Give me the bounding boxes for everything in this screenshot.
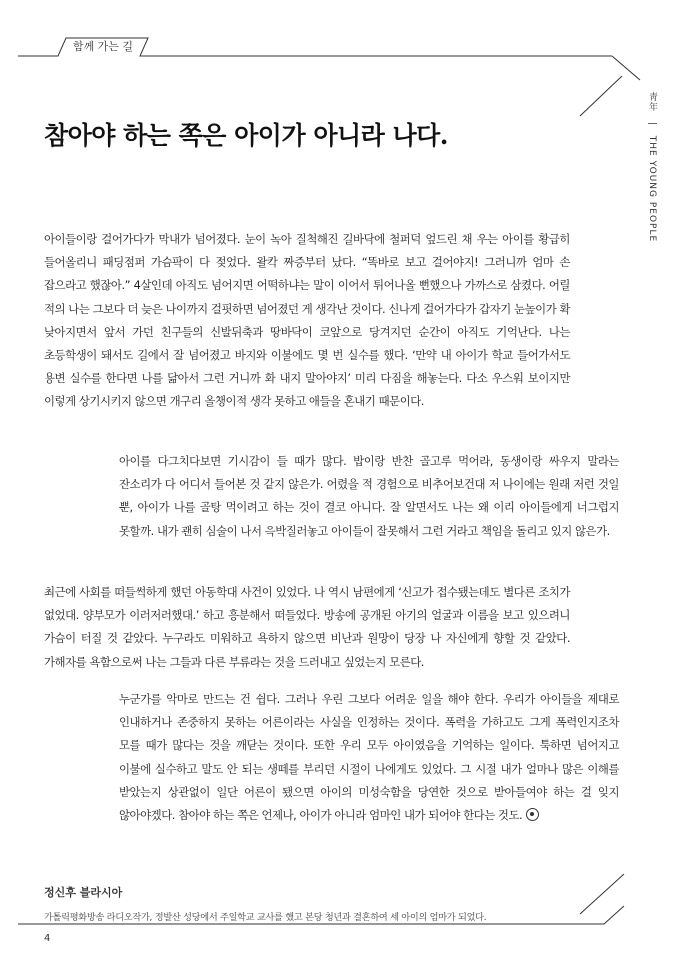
- article-paragraph-1: 아이들이랑 걸어가다가 막내가 넘어졌다. 눈이 녹아 질척해진 길바닥에 철퍼덕 엎드린 채 우는 아이를 황급히 들어올리니 패딩점퍼 가슴팍이 다 젖었다. 왈칵 짜증부터 났다. “똑바로 보고 걸어야지! 그러니까 엄마 손 잡으라고 했잖아.” 4살인데 아직도 넘어지면 어떡하냐는 말이 이어서 튀어나올 뻔했으나 가까스로 삼켰다. 어릴 적의 나는 그보다 더 늦은 나이까지 걸핏하면 넘어졌던 게 생각난 것이다. 신나게 걸어가다가 갑자기 눈높이가 확 낮아지면서 앞서 가던 친구들의 신발뒤축과 땅바닥이 코앞으로 당겨지던 순간이 아직도 기억난다. 나는 초등학생이 돼서도 길에서 잘 넘어졌고 바지와 이불에도 몇 번 실수를 했다. ‘만약 내 아이가 학교 들어가서도 용변 실수를 한다면 나를 닮아서 그런 거니까 화 내지 말아야지’ 미리 다짐을 해놓는다. 다소 우스워 보이지만 이렇게 상기시키지 않으면 개구리 올챙이적 생각 못하고 애들을 혼내기 때문이다.: [44, 232, 570, 409]
- section-tab-label: 함께 가는 길: [72, 40, 134, 53]
- article-paragraph-3: 최근에 사회를 떠들썩하게 했던 아동학대 사건이 있었다. 나 역시 남편에게 ‘신고가 접수됐는데도 별다른 조치가 없었대. 양부모가 이러저러했대.’ 하고 흥분해서 떠들었다. 방송에 공개된 아기의 얼굴과 이름을 보고 있으려니 가슴이 터질 것 같았다. 누구라도 미워하고 욕하지 않으면 비난과 원망이 당장 나 자신에게 향할 것 같았다. 가해자를 욕함으로써 나는 그들과 다른 부류라는 것을 드러내고 싶었는지 모른다.: [44, 585, 570, 669]
- article-paragraph-4: [119, 688, 619, 827]
- article-paragraph-4-text: 누군가를 악마로 만드는 건 쉽다. 그러나 우린 그보다 어려운 일을 해야 한다. 우리가 아이들을 제대로 인내하거나 존중하지 못하는 어른이라는 사실을 인정하는 것이다. 폭력을 가하고도 그게 폭력인지조차 모를 때가 많다는 것을 깨닫는 것이다. 또한 우리 모두 아이였음을 기억하는 일이다. 툭하면 넘어지고 이불에 실수하고 말도 안 되는 생떼를 부리던 시절이 나에게도 있었다. 그 시절 내가 얼마나 많은 이해를 받았는지 상관없이 일단 어른이 됐으면 아이의 미성숙함을 당연한 것으로 받아들여야 하는 걸 잊지 않아야겠다. 참아야 하는 쪽은 언제나, 아이가 아니라 엄마인 내가 되어야 한다는 것도.: [119, 692, 619, 823]
- author-bio: 가톨릭평화방송 라디오작가, 정발산 성당에서 주일학교 교사를 했고 본당 청년과 결혼하여 세 아이의 엄마가 되었다.: [44, 912, 487, 923]
- side-label-kr: 靑年: [647, 92, 657, 112]
- side-label-divider: |: [647, 121, 657, 126]
- side-label-en: THE YOUNG PEOPLE: [647, 135, 657, 243]
- end-mark-icon: [526, 808, 539, 821]
- page-number: 4: [44, 933, 51, 944]
- author-name: 정신후 블라시아: [44, 886, 123, 899]
- article-title: 참아야 하는 쪽은 아이가 아니라 나다.: [44, 121, 448, 150]
- article-paragraph-2: 아이를 다그치다보면 기시감이 들 때가 많다. 밥이랑 반찬 골고루 먹어라, 동생이랑 싸우지 말라는 잔소리가 다 어디서 들어본 것 같지 않은가. 어렸을 적 경험으로 비추어보건대 저 나이에는 원래 저런 것일 뿐, 아이가 나를 골탕 먹이려고 하는 것이 결코 아니다. 잘 알면서도 나는 왜 이리 아이들에게 너그럽지 못할까. 내가 괜히 심술이 나서 윽박질러놓고 아이들이 잘못해서 그런 거라고 책임을 돌리고 있지 않은가.: [119, 454, 619, 538]
- magazine-side-label: [646, 92, 659, 242]
